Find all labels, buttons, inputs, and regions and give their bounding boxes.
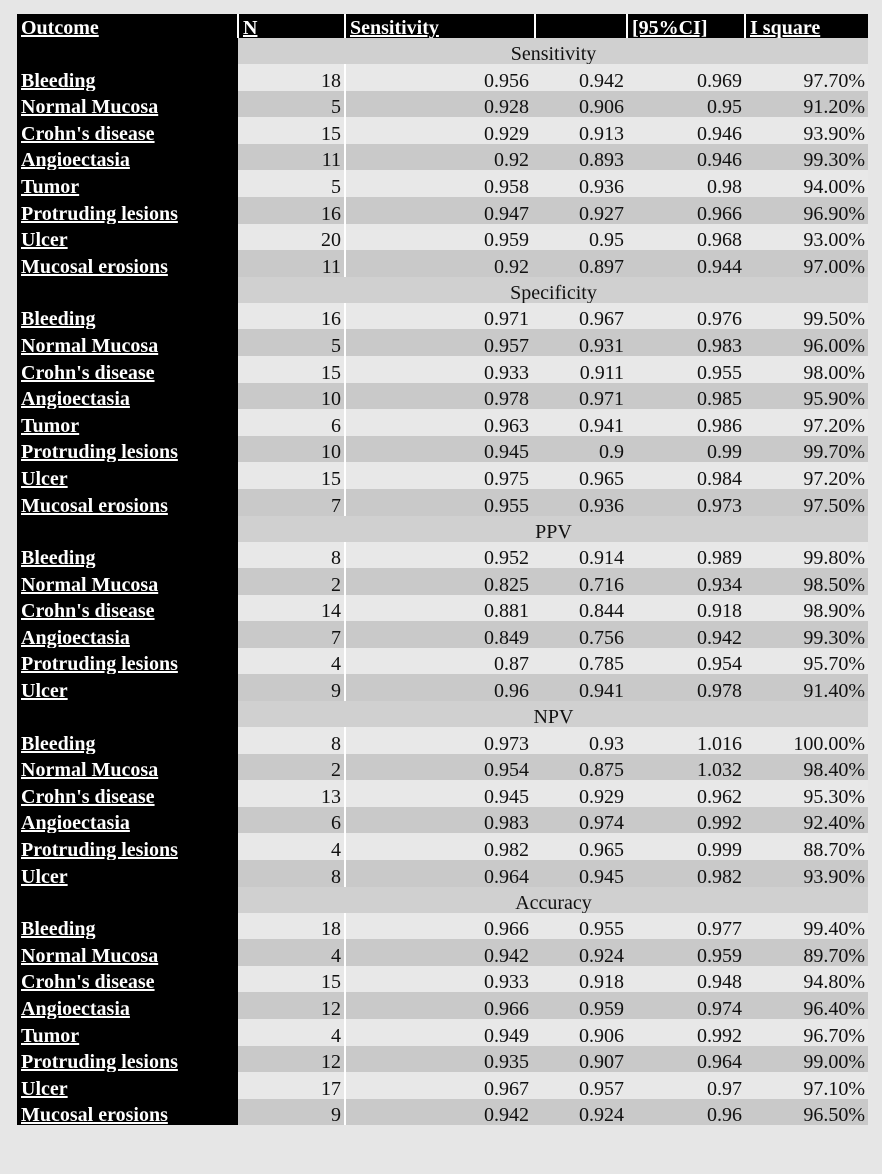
estimate-cell: 0.96: [345, 674, 535, 701]
n-cell: 5: [238, 329, 345, 356]
i-square-cell: 94.80%: [745, 966, 868, 993]
estimate-cell: 0.975: [345, 462, 535, 489]
table-body: [17, 38, 868, 1125]
n-cell: 15: [238, 966, 345, 993]
table-row: [17, 833, 868, 860]
outcome-cell: Bleeding: [17, 303, 238, 330]
outcome-cell: Angioectasia: [17, 144, 238, 171]
i-square-cell: 98.90%: [745, 595, 868, 622]
i-square-cell: 95.70%: [745, 648, 868, 675]
i-square-cell: 96.40%: [745, 992, 868, 1019]
ci-lower-cell: 0.893: [535, 144, 627, 171]
header-sensitivity: Sensitivity: [345, 14, 535, 38]
ci-lower-cell: 0.965: [535, 462, 627, 489]
i-square-cell: 92.40%: [745, 807, 868, 834]
table-row: [17, 197, 868, 224]
n-cell: 6: [238, 409, 345, 436]
estimate-cell: 0.928: [345, 91, 535, 118]
table-row: [17, 224, 868, 251]
estimate-cell: 0.849: [345, 621, 535, 648]
table-row: [17, 780, 868, 807]
ci-lower-cell: 0.914: [535, 542, 627, 569]
ci-lower-cell: 0.967: [535, 303, 627, 330]
table-row: [17, 568, 868, 595]
estimate-cell: 0.942: [345, 939, 535, 966]
ci-lower-cell: 0.785: [535, 648, 627, 675]
estimate-cell: 0.945: [345, 780, 535, 807]
outcome-cell: Normal Mucosa: [17, 939, 238, 966]
table-row: [17, 860, 868, 887]
i-square-cell: 89.70%: [745, 939, 868, 966]
n-cell: 8: [238, 727, 345, 754]
section-title: PPV: [238, 516, 868, 542]
ci-lower-cell: 0.929: [535, 780, 627, 807]
outcome-cell: Tumor: [17, 170, 238, 197]
ci-upper-cell: 0.982: [627, 860, 745, 887]
section-header-row: [17, 277, 868, 303]
outcome-cell: Crohn's disease: [17, 780, 238, 807]
i-square-cell: 95.30%: [745, 780, 868, 807]
table-row: [17, 462, 868, 489]
n-cell: 2: [238, 754, 345, 781]
estimate-cell: 0.92: [345, 144, 535, 171]
ci-lower-cell: 0.955: [535, 913, 627, 940]
ci-lower-cell: 0.875: [535, 754, 627, 781]
section-label-spacer: [17, 38, 238, 64]
outcome-cell: Normal Mucosa: [17, 91, 238, 118]
table-row: [17, 91, 868, 118]
estimate-cell: 0.87: [345, 648, 535, 675]
outcome-cell: Mucosal erosions: [17, 1099, 238, 1126]
ci-upper-cell: 0.976: [627, 303, 745, 330]
estimate-cell: 0.954: [345, 754, 535, 781]
n-cell: 8: [238, 542, 345, 569]
i-square-cell: 98.00%: [745, 356, 868, 383]
ci-upper-cell: 0.989: [627, 542, 745, 569]
ci-lower-cell: 0.911: [535, 356, 627, 383]
n-cell: 18: [238, 913, 345, 940]
table-header-row: [17, 14, 868, 38]
i-square-cell: 97.10%: [745, 1072, 868, 1099]
estimate-cell: 0.929: [345, 117, 535, 144]
estimate-cell: 0.933: [345, 966, 535, 993]
section-title: Accuracy: [238, 887, 868, 913]
outcome-cell: Mucosal erosions: [17, 489, 238, 516]
section-title: Sensitivity: [238, 38, 868, 64]
i-square-cell: 93.90%: [745, 117, 868, 144]
outcome-cell: Ulcer: [17, 860, 238, 887]
n-cell: 17: [238, 1072, 345, 1099]
ci-lower-cell: 0.924: [535, 1099, 627, 1126]
estimate-cell: 0.982: [345, 833, 535, 860]
estimate-cell: 0.881: [345, 595, 535, 622]
i-square-cell: 98.50%: [745, 568, 868, 595]
estimate-cell: 0.933: [345, 356, 535, 383]
section-label-spacer: [17, 701, 238, 727]
header-i-square: I square: [745, 14, 868, 38]
ci-upper-cell: 0.964: [627, 1046, 745, 1073]
ci-upper-cell: 0.962: [627, 780, 745, 807]
n-cell: 7: [238, 489, 345, 516]
ci-upper-cell: 0.955: [627, 356, 745, 383]
outcome-cell: Ulcer: [17, 674, 238, 701]
i-square-cell: 97.70%: [745, 64, 868, 91]
ci-lower-cell: 0.957: [535, 1072, 627, 1099]
ci-lower-cell: 0.844: [535, 595, 627, 622]
i-square-cell: 99.40%: [745, 913, 868, 940]
i-square-cell: 99.00%: [745, 1046, 868, 1073]
n-cell: 15: [238, 117, 345, 144]
i-square-cell: 98.40%: [745, 754, 868, 781]
estimate-cell: 0.967: [345, 1072, 535, 1099]
n-cell: 15: [238, 462, 345, 489]
n-cell: 16: [238, 303, 345, 330]
ci-lower-cell: 0.959: [535, 992, 627, 1019]
table-row: [17, 621, 868, 648]
ci-upper-cell: 0.918: [627, 595, 745, 622]
n-cell: 14: [238, 595, 345, 622]
ci-upper-cell: 0.966: [627, 197, 745, 224]
ci-lower-cell: 0.906: [535, 1019, 627, 1046]
estimate-cell: 0.978: [345, 383, 535, 410]
table-row: [17, 64, 868, 91]
table-row: [17, 170, 868, 197]
ci-upper-cell: 0.99: [627, 436, 745, 463]
ci-lower-cell: 0.965: [535, 833, 627, 860]
i-square-cell: 99.70%: [745, 436, 868, 463]
ci-lower-cell: 0.95: [535, 224, 627, 251]
table-row: [17, 144, 868, 171]
estimate-cell: 0.983: [345, 807, 535, 834]
estimate-cell: 0.935: [345, 1046, 535, 1073]
ci-upper-cell: 0.97: [627, 1072, 745, 1099]
table-row: [17, 329, 868, 356]
ci-upper-cell: 0.98: [627, 170, 745, 197]
outcome-cell: Normal Mucosa: [17, 754, 238, 781]
ci-upper-cell: 0.984: [627, 462, 745, 489]
ci-lower-cell: 0.927: [535, 197, 627, 224]
n-cell: 6: [238, 807, 345, 834]
i-square-cell: 93.90%: [745, 860, 868, 887]
table-row: [17, 674, 868, 701]
estimate-cell: 0.92: [345, 250, 535, 277]
ci-lower-cell: 0.907: [535, 1046, 627, 1073]
outcome-cell: Tumor: [17, 1019, 238, 1046]
estimate-cell: 0.958: [345, 170, 535, 197]
outcome-cell: Tumor: [17, 409, 238, 436]
table-row: [17, 303, 868, 330]
header-n: N: [238, 14, 345, 38]
section-label-spacer: [17, 277, 238, 303]
table-row: [17, 1019, 868, 1046]
estimate-cell: 0.971: [345, 303, 535, 330]
section-title: NPV: [238, 701, 868, 727]
table-row: [17, 939, 868, 966]
n-cell: 16: [238, 197, 345, 224]
i-square-cell: 96.70%: [745, 1019, 868, 1046]
estimate-cell: 0.956: [345, 64, 535, 91]
ci-lower-cell: 0.897: [535, 250, 627, 277]
estimate-cell: 0.955: [345, 489, 535, 516]
n-cell: 18: [238, 64, 345, 91]
section-header-row: [17, 516, 868, 542]
outcome-cell: Crohn's disease: [17, 595, 238, 622]
outcome-cell: Crohn's disease: [17, 966, 238, 993]
ci-lower-cell: 0.936: [535, 489, 627, 516]
outcome-cell: Mucosal erosions: [17, 250, 238, 277]
i-square-cell: 97.00%: [745, 250, 868, 277]
table-row: [17, 436, 868, 463]
i-square-cell: 97.20%: [745, 462, 868, 489]
ci-lower-cell: 0.93: [535, 727, 627, 754]
ci-upper-cell: 0.946: [627, 117, 745, 144]
outcome-cell: Bleeding: [17, 913, 238, 940]
ci-upper-cell: 0.978: [627, 674, 745, 701]
outcome-cell: Ulcer: [17, 224, 238, 251]
ci-upper-cell: 1.016: [627, 727, 745, 754]
ci-lower-cell: 0.942: [535, 64, 627, 91]
outcome-cell: Crohn's disease: [17, 117, 238, 144]
ci-lower-cell: 0.974: [535, 807, 627, 834]
outcome-cell: Normal Mucosa: [17, 329, 238, 356]
table-row: [17, 1099, 868, 1126]
n-cell: 4: [238, 1019, 345, 1046]
ci-lower-cell: 0.941: [535, 409, 627, 436]
section-header-row: [17, 887, 868, 913]
section-label-spacer: [17, 516, 238, 542]
n-cell: 20: [238, 224, 345, 251]
outcome-cell: Bleeding: [17, 542, 238, 569]
ci-lower-cell: 0.941: [535, 674, 627, 701]
n-cell: 9: [238, 1099, 345, 1126]
n-cell: 12: [238, 992, 345, 1019]
n-cell: 11: [238, 250, 345, 277]
ci-upper-cell: 0.954: [627, 648, 745, 675]
ci-upper-cell: 0.948: [627, 966, 745, 993]
n-cell: 10: [238, 383, 345, 410]
ci-upper-cell: 0.946: [627, 144, 745, 171]
outcome-cell: Angioectasia: [17, 807, 238, 834]
outcome-cell: Normal Mucosa: [17, 568, 238, 595]
ci-lower-cell: 0.936: [535, 170, 627, 197]
outcome-cell: Angioectasia: [17, 992, 238, 1019]
n-cell: 5: [238, 91, 345, 118]
table-row: [17, 913, 868, 940]
n-cell: 5: [238, 170, 345, 197]
table-row: [17, 754, 868, 781]
ci-upper-cell: 0.992: [627, 807, 745, 834]
header-outcome: Outcome: [17, 14, 238, 38]
estimate-cell: 0.957: [345, 329, 535, 356]
outcome-cell: Protruding lesions: [17, 436, 238, 463]
ci-lower-cell: 0.913: [535, 117, 627, 144]
n-cell: 15: [238, 356, 345, 383]
i-square-cell: 94.00%: [745, 170, 868, 197]
ci-upper-cell: 0.969: [627, 64, 745, 91]
outcome-cell: Angioectasia: [17, 383, 238, 410]
estimate-cell: 0.947: [345, 197, 535, 224]
n-cell: 11: [238, 144, 345, 171]
ci-lower-cell: 0.971: [535, 383, 627, 410]
ci-lower-cell: 0.924: [535, 939, 627, 966]
ci-lower-cell: 0.716: [535, 568, 627, 595]
ci-upper-cell: 0.973: [627, 489, 745, 516]
i-square-cell: 96.90%: [745, 197, 868, 224]
table-row: [17, 250, 868, 277]
n-cell: 12: [238, 1046, 345, 1073]
table-row: [17, 1072, 868, 1099]
ci-upper-cell: 0.968: [627, 224, 745, 251]
ci-upper-cell: 0.992: [627, 1019, 745, 1046]
n-cell: 7: [238, 621, 345, 648]
i-square-cell: 99.30%: [745, 144, 868, 171]
estimate-cell: 0.966: [345, 913, 535, 940]
outcome-cell: Ulcer: [17, 462, 238, 489]
i-square-cell: 88.70%: [745, 833, 868, 860]
outcome-cell: Angioectasia: [17, 621, 238, 648]
estimate-cell: 0.963: [345, 409, 535, 436]
i-square-cell: 97.50%: [745, 489, 868, 516]
table-row: [17, 117, 868, 144]
ci-upper-cell: 0.985: [627, 383, 745, 410]
i-square-cell: 97.20%: [745, 409, 868, 436]
table-row: [17, 807, 868, 834]
outcome-cell: Protruding lesions: [17, 1046, 238, 1073]
i-square-cell: 91.20%: [745, 91, 868, 118]
ci-lower-cell: 0.906: [535, 91, 627, 118]
table-row: [17, 648, 868, 675]
estimate-cell: 0.966: [345, 992, 535, 1019]
ci-upper-cell: 0.959: [627, 939, 745, 966]
i-square-cell: 99.50%: [745, 303, 868, 330]
i-square-cell: 100.00%: [745, 727, 868, 754]
i-square-cell: 91.40%: [745, 674, 868, 701]
ci-lower-cell: 0.756: [535, 621, 627, 648]
ci-upper-cell: 0.977: [627, 913, 745, 940]
table-row: [17, 727, 868, 754]
section-header-row: [17, 701, 868, 727]
n-cell: 9: [238, 674, 345, 701]
ci-upper-cell: 0.986: [627, 409, 745, 436]
i-square-cell: 99.30%: [745, 621, 868, 648]
table-row: [17, 383, 868, 410]
ci-upper-cell: 0.999: [627, 833, 745, 860]
table-row: [17, 992, 868, 1019]
ci-upper-cell: 0.942: [627, 621, 745, 648]
n-cell: 8: [238, 860, 345, 887]
table-row: [17, 542, 868, 569]
i-square-cell: 96.50%: [745, 1099, 868, 1126]
estimate-cell: 0.952: [345, 542, 535, 569]
i-square-cell: 95.90%: [745, 383, 868, 410]
outcome-cell: Protruding lesions: [17, 833, 238, 860]
outcome-cell: Bleeding: [17, 64, 238, 91]
outcome-cell: Ulcer: [17, 1072, 238, 1099]
ci-upper-cell: 0.974: [627, 992, 745, 1019]
outcome-cell: Protruding lesions: [17, 648, 238, 675]
ci-upper-cell: 0.96: [627, 1099, 745, 1126]
ci-lower-cell: 0.918: [535, 966, 627, 993]
outcome-cell: Bleeding: [17, 727, 238, 754]
section-title: Specificity: [238, 277, 868, 303]
ci-upper-cell: 0.95: [627, 91, 745, 118]
ci-lower-cell: 0.945: [535, 860, 627, 887]
estimate-cell: 0.945: [345, 436, 535, 463]
section-header-row: [17, 38, 868, 64]
estimate-cell: 0.949: [345, 1019, 535, 1046]
table-row: [17, 409, 868, 436]
ci-upper-cell: 0.934: [627, 568, 745, 595]
n-cell: 10: [238, 436, 345, 463]
i-square-cell: 93.00%: [745, 224, 868, 251]
estimate-cell: 0.973: [345, 727, 535, 754]
section-label-spacer: [17, 887, 238, 913]
ci-upper-cell: 0.983: [627, 329, 745, 356]
estimate-cell: 0.942: [345, 1099, 535, 1126]
n-cell: 4: [238, 648, 345, 675]
n-cell: 13: [238, 780, 345, 807]
ci-lower-cell: 0.931: [535, 329, 627, 356]
table-row: [17, 489, 868, 516]
table-row: [17, 1046, 868, 1073]
estimate-cell: 0.825: [345, 568, 535, 595]
ci-upper-cell: 1.032: [627, 754, 745, 781]
estimate-cell: 0.964: [345, 860, 535, 887]
table-row: [17, 595, 868, 622]
n-cell: 4: [238, 939, 345, 966]
header-ci: [95%CI]: [627, 14, 745, 38]
estimate-cell: 0.959: [345, 224, 535, 251]
header-blank: [535, 14, 627, 38]
outcome-cell: Crohn's disease: [17, 356, 238, 383]
outcome-cell: Protruding lesions: [17, 197, 238, 224]
table-row: [17, 966, 868, 993]
n-cell: 4: [238, 833, 345, 860]
meta-analysis-table: [17, 14, 868, 1125]
table-row: [17, 356, 868, 383]
ci-lower-cell: 0.9: [535, 436, 627, 463]
n-cell: 2: [238, 568, 345, 595]
ci-upper-cell: 0.944: [627, 250, 745, 277]
i-square-cell: 99.80%: [745, 542, 868, 569]
i-square-cell: 96.00%: [745, 329, 868, 356]
